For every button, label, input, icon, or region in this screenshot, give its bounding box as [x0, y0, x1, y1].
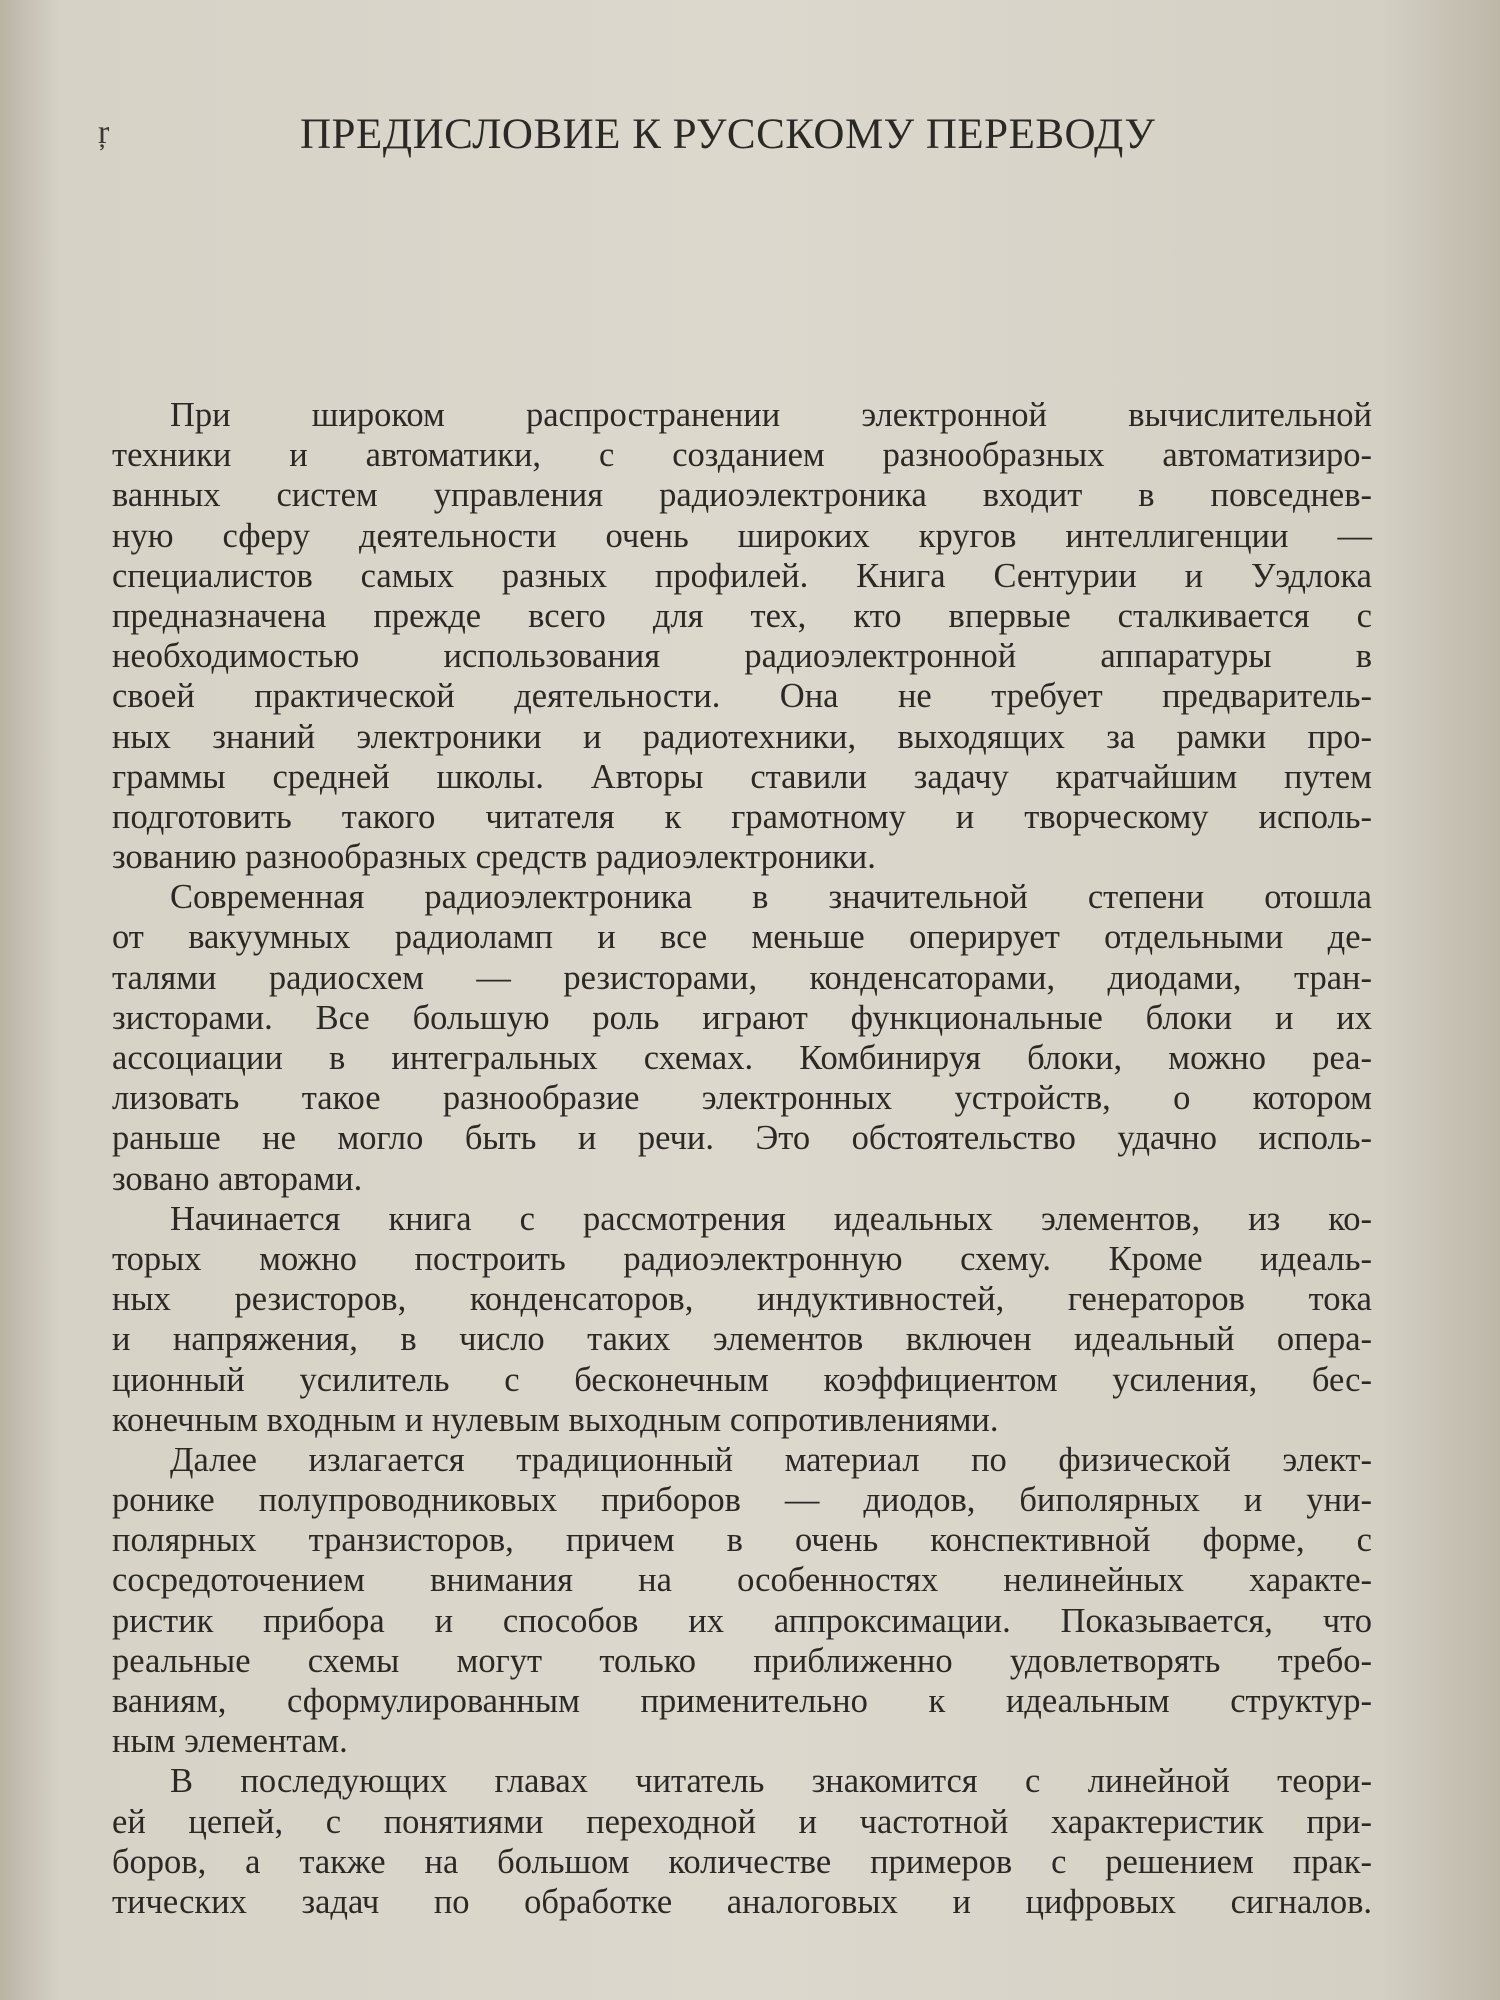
text-line: сосредоточением внимания на особенностях нелинейных характе- — [112, 1561, 1372, 1600]
text-line: тических задач по обработке аналоговых и цифровых сигналов. — [112, 1882, 1372, 1921]
text-line: Начинается книга с рассмотрения идеальных элементов, из ко- — [170, 1199, 1372, 1238]
page-heading: ПРЕДИСЛОВИЕ К РУССКОМУ ПЕРЕВОДУ — [300, 111, 1156, 158]
text-line: ронике полупроводниковых приборов — диодов, биполярных и уни- — [112, 1481, 1372, 1520]
paragraph-3 — [112, 1199, 1372, 1440]
text-line: ционный усилитель с бесконечным коэффициентом усиления, бес- — [112, 1360, 1372, 1399]
text-line: зовано авторами. — [112, 1159, 363, 1198]
text-line: зисторами. Все большую роль играют функциональные блоки и их — [112, 998, 1372, 1037]
text-line: необходимостью использования радиоэлектронной аппаратуры в — [112, 637, 1372, 676]
text-line: конечным входным и нулевым выходным сопротивлениями. — [112, 1400, 999, 1439]
text-line: техники и автоматики, с созданием разнообразных автоматизиро- — [112, 436, 1372, 475]
text-line: При широком распространении электронной вычислительной — [170, 396, 1372, 434]
text-line: полярных транзисторов, причем в очень конспективной форме, с — [112, 1521, 1372, 1560]
text-line: ваниям, сформулированным применительно к идеальным структур- — [112, 1682, 1372, 1720]
text-line: ассоциации в интегральных схемах. Комбинируя блоки, можно реа- — [112, 1039, 1372, 1077]
paragraph-5 — [112, 1761, 1372, 1922]
text-line: В последующих главах читатель знакомится с линейной теори- — [170, 1762, 1372, 1801]
text-line: ных знаний электроники и радиотехники, выходящих за рамки про- — [112, 717, 1372, 756]
text-line: предназначена прежде всего для тех, кто впервые сталкивается с — [112, 596, 1372, 635]
text-line: талями радиосхем — резисторами, конденсаторами, диодами, тран- — [112, 958, 1372, 997]
margin-mark: ŗ — [98, 114, 110, 151]
text-line: ную сферу деятельности очень широких кругов интеллигенции — — [112, 516, 1372, 555]
text-line: ей цепей, с понятиями переходной и частотной характеристик при- — [112, 1802, 1372, 1841]
text-line: подготовить такого читателя к грамотному и творческому исполь- — [112, 797, 1372, 836]
body-text — [112, 395, 1372, 1922]
text-line: специалистов самых разных профилей. Книга Сентурии и Уэдлока — [112, 556, 1372, 595]
text-line: Современная радиоэлектроника в значительной степени отошла — [170, 878, 1372, 917]
paragraph-4 — [112, 1440, 1372, 1762]
text-line: раньше не могло быть и речи. Это обстоятельство удачно исполь- — [112, 1119, 1372, 1158]
text-line: торых можно построить радиоэлектронную схему. Кроме идеаль- — [112, 1239, 1372, 1278]
text-line: от вакуумных радиоламп и все меньше оперирует отдельными де- — [112, 918, 1372, 957]
text-line: зованию разнообразных средств радиоэлектроники. — [112, 838, 876, 877]
text-line: своей практической деятельности. Она не требует предваритель- — [112, 677, 1372, 716]
text-line: боров, а также на большом количестве примеров с решением прак- — [112, 1842, 1372, 1881]
text-line: ристик прибора и способов их аппроксимации. Показывается, что — [112, 1601, 1372, 1640]
text-line: ным элементам. — [112, 1722, 348, 1761]
text-line: реальные схемы могут только приближенно удовлетворять требо- — [112, 1641, 1372, 1680]
text-line: ных резисторов, конденсаторов, индуктивностей, генераторов тока — [112, 1280, 1372, 1319]
text-line: Далее излагается традиционный материал по физической элект- — [170, 1440, 1372, 1479]
text-line: лизовать такое разнообразие электронных устройств, о котором — [112, 1079, 1372, 1118]
text-line: и напряжения, в число таких элементов включен идеальный опера- — [112, 1320, 1372, 1359]
text-line: граммы средней школы. Авторы ставили задачу кратчайшим путем — [112, 757, 1372, 796]
paragraph-2 — [112, 877, 1372, 1199]
paragraph-1 — [112, 395, 1372, 877]
text-line: ванных систем управления радиоэлектроника входит в повседнев- — [112, 476, 1372, 515]
